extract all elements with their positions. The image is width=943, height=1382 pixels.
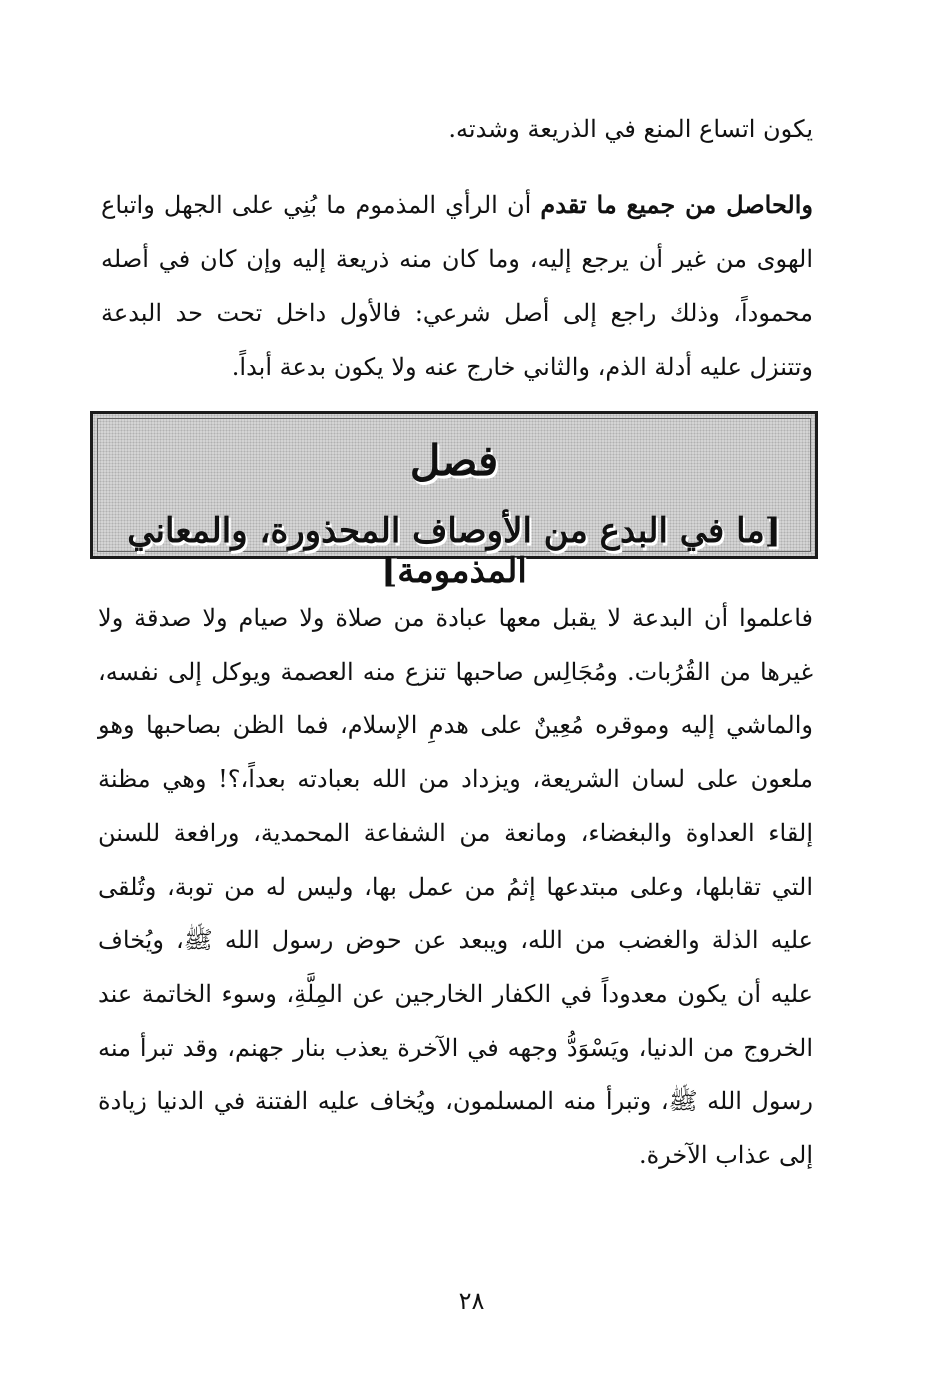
body-text: فاعلموا أن البدعة لا يقبل معها عبادة من صلاة ولا صيام ولا صدقة ولا غيرها من القُرُبات. ومُجَالِس صاحبها تنزع منه العصمة ويوكل إلى نفسه، والماشي إليه وموقره مُعِينٌ على هدمِ الإسلام، فما الظن بصاحبها وهو ملعون على لسان الشريعة، ويزداد من الله بعبادته بعداً،؟! وهي مظنة إلقاء العداوة والبغضاء، ومانعة من الشفاعة المحمدية، ورافعة للسنن التي تقابلها، وعلى مبتدعها إثمُ من عمل بها، وليس له من توبة، وتُلقى عليه الذلة والغضب من الله، ويبعد عن حوض رسول الله ﷺ، ويُخاف عليه أن يكون معدوداً في الكفار الخارجين عن المِلَّةِ، وسوء الخاتمة عند الخروج من الدنيا، ويَسْوَدُّ وجهه في الآخرة يعذب بنار جهنم، وقد تبرأ منه رسول الله ﷺ، وتبرأ منه المسلمون، ويُخاف عليه الفتنة في الدنيا زيادة إلى عذاب الآخرة. xyxy=(98,604,814,1170)
chapter-title: فصل xyxy=(409,436,499,485)
conclusion-bold-lead: والحاصل من جميع ما تقدم xyxy=(540,190,814,219)
chapter-heading-inner-frame xyxy=(97,418,811,591)
conclusion-text: أن الرأي المذموم ما بُنِي على الجهل واتباع الهوى من غير أن يرجع إليه، وما كان منه ذريعة إليه وإن كان في أصله محموداً، وذلك راجع إلى أصل شرعي: فالأول داخل تحت حد البدعة وتتنزل عليه أدلة الذم، والثاني خارج عنه ولا يكون بدعة أبداً. xyxy=(101,191,813,381)
chapter-subtitle: [ما في البدع من الأوصاف المحذورة، والمعاني المذمومة] xyxy=(127,511,781,591)
chapter-heading-box xyxy=(90,411,818,591)
intro-text: يكون اتساع المنع في الذريعة وشدته. xyxy=(448,115,813,143)
conclusion-paragraph xyxy=(101,178,813,394)
intro-paragraph xyxy=(98,100,813,158)
body-paragraph xyxy=(98,592,813,1183)
page-number: ٢٨ xyxy=(458,1287,485,1315)
